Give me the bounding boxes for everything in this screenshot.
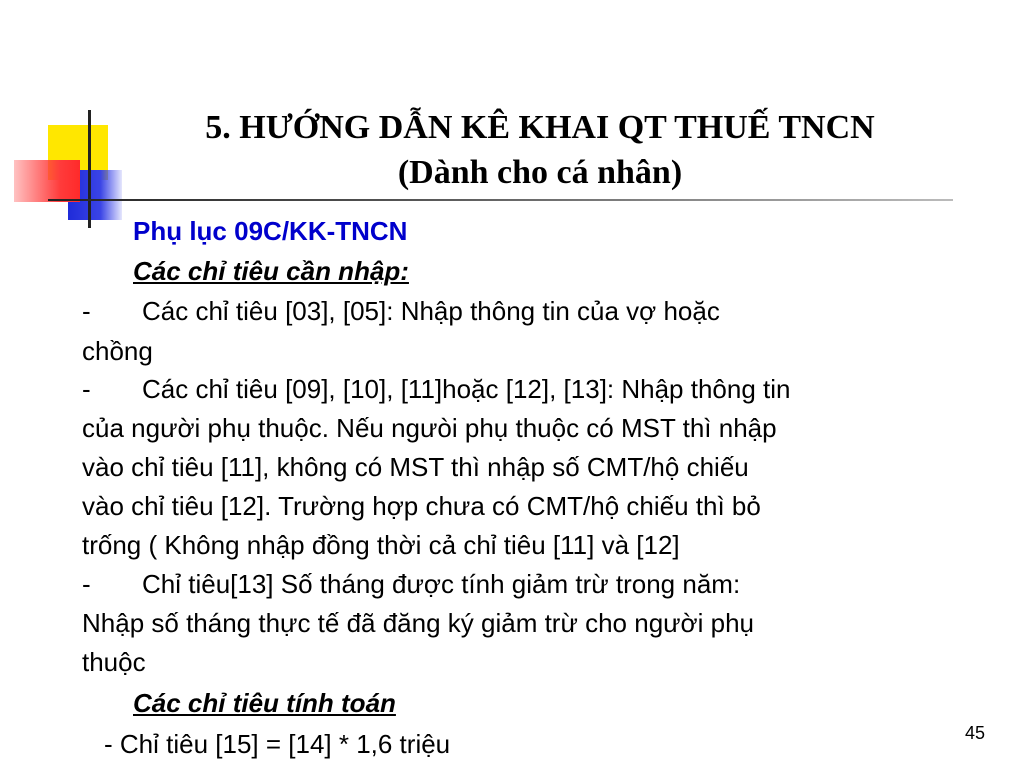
bullet-marker: - [82,374,91,404]
logo-red-square [14,160,80,202]
slide-title-line2: (Dành cho cá nhân) [397,154,683,191]
appendix-subtitle: Phụ lục 09C/KK-TNCN [133,216,408,246]
page-number: 45 [965,723,986,743]
bullet2-line4: vào chỉ tiêu [12]. Trường hợp chưa có CMT/hộ chiếu thì bỏ [82,491,761,521]
bullet3-line2: Nhập số tháng thực tế đã đăng ký giảm trừ cho người phụ [82,608,754,638]
bullet1-line2: chồng [82,336,153,366]
calculation-formula-line: - Chỉ tiêu [15] = [14] * 1,6 triệu [104,729,451,759]
section-heading-input-fields: Các chỉ tiêu cần nhập: [133,256,409,286]
section-heading-calculated-fields: Các chỉ tiêu tính toán [133,688,396,718]
bullet2-line5: trống ( Không nhập đồng thời cả chỉ tiêu [11] và [12] [82,530,680,560]
bullet1-line1: Các chỉ tiêu [03], [05]: Nhập thông tin của vợ hoặc [142,296,720,326]
logo-yellow-square [48,125,108,180]
title-underline-divider [48,199,953,201]
bullet2-line3: vào chỉ tiêu [11], không có MST thì nhập số CMT/hộ chiếu [82,452,749,482]
bullet3-line1: Chỉ tiêu[13] Số tháng được tính giảm trừ trong năm: [142,569,741,599]
logo-vertical-line [88,110,91,228]
bullet3-line3: thuộc [82,647,146,677]
bullet2-line2: của người phụ thuộc. Nếu ngưòi phụ thuộc có MST thì nhập [82,413,777,443]
bullet-marker: - [82,569,91,599]
bullet-marker: - [82,296,91,326]
bullet2-line1: Các chỉ tiêu [09], [10], [11]hoặc [12], [13]: Nhập thông tin [142,374,791,404]
slide-title-line1: 5. HƯỚNG DẪN KÊ KHAI QT THUẾ TNCN [205,109,875,146]
